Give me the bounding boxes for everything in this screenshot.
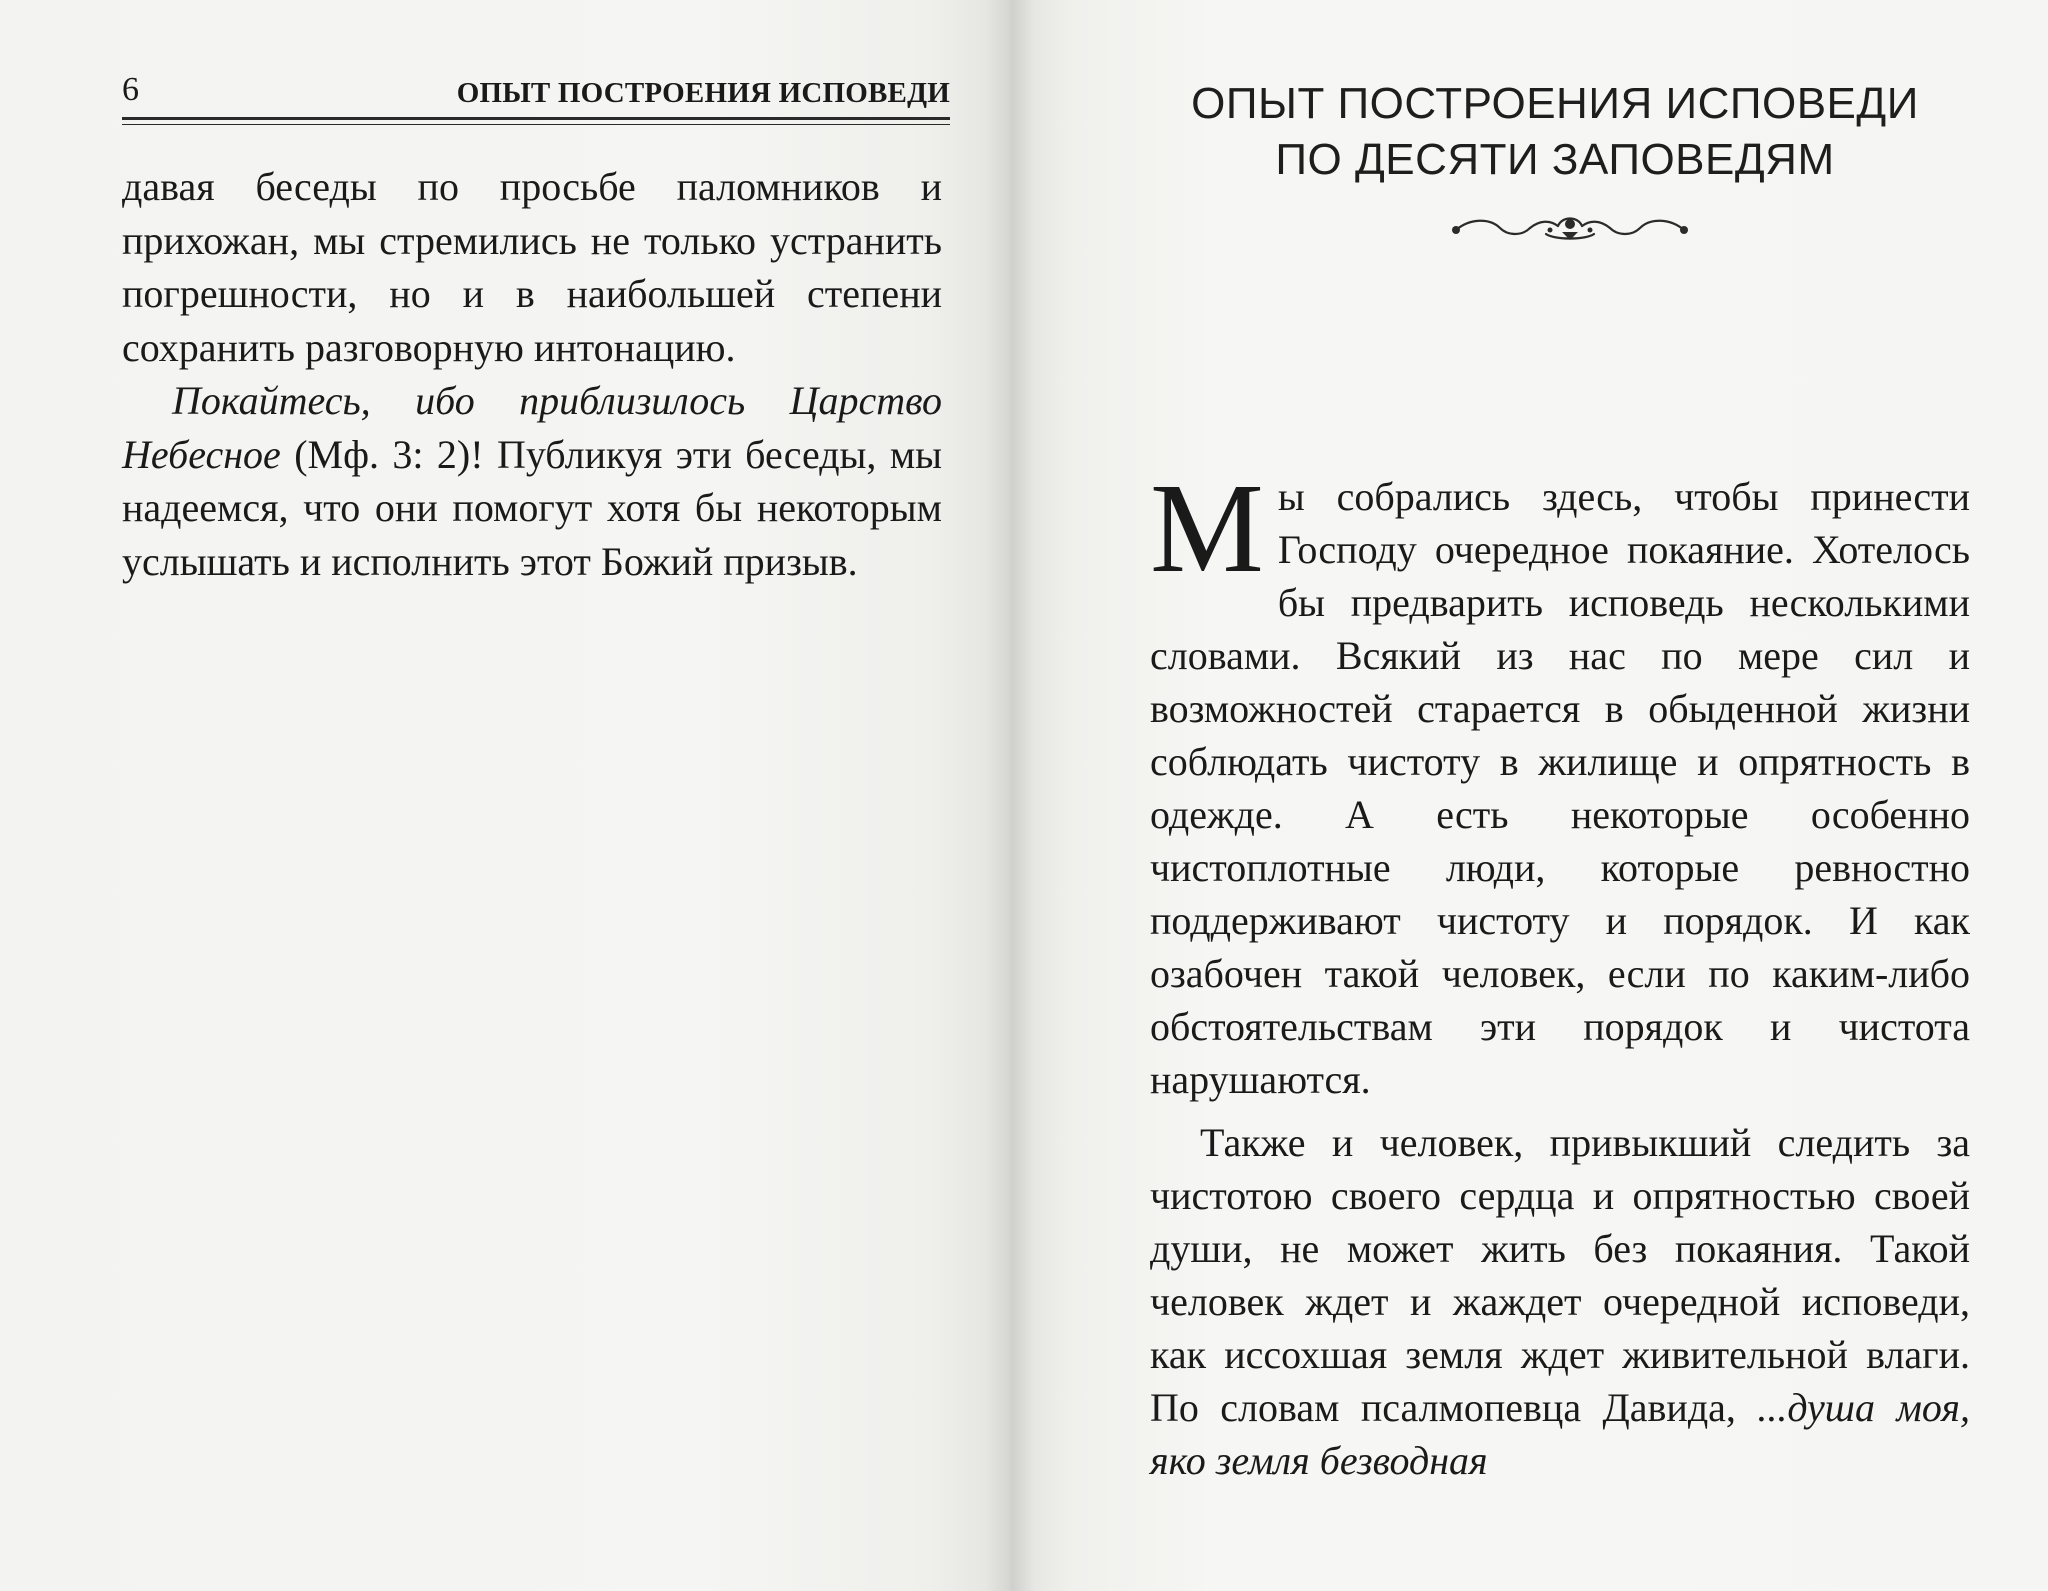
chapter-title [1145,76,1965,188]
left-paragraph-1-text: давая беседы по просьбе паломников и прихожан, мы стремились не только устранить погрешности, но и в наибольшей степени сохранить разговорную интонацию. [122,164,942,370]
chapter-title-line-1: ОПЫТ ПОСТРОЕНИЯ ИСПОВЕДИ [1191,79,1919,128]
left-paragraph-1 [122,160,942,374]
running-head-title: ОПЫТ ПОСТРОЕНИЯ ИСПОВЕДИ [456,77,950,109]
right-paragraph-2 [1150,1116,1970,1487]
running-head [122,66,950,116]
left-page-body [122,160,942,588]
header-rule-thin [122,124,950,125]
right-page-body [1150,457,1971,1487]
ornament-icon [1450,210,1690,246]
page-number: 6 [122,71,139,108]
psalm-quote: ...душа моя, яко земля безводная [1150,1385,1971,1483]
chapter-title-line-2: ПО ДЕСЯТИ ЗАПОВЕДЯМ [1275,135,1835,184]
scripture-quote: Покайтесь, ибо приблизилось Царство Небесное [122,378,942,477]
right-paragraph-2-text: Также и человек, привыкший следить за чистотою своего сердца и опрятностью своей души, не может жить без покаяния. Такой человек ждет и жаждет очередной исповеди, как иссохшая земля ждет живительной влаги. По словам псалмопевца Давида, [1150,1120,1970,1430]
left-paragraph-2 [122,374,942,588]
drop-cap: М [1150,457,1264,599]
header-rule-thick [122,117,950,120]
right-paragraph-1-text: ы собрались здесь, чтобы принести Господу очередное покаяние. Хотелось бы предварить исповедь несколькими словами. Всякий из нас по мере сил и возможностей старается в обыденной жизни соблюдать чистоту в жилище и опрятность в одежде. А есть некоторые особенно чистоплотные люди, которые ревностно поддерживают чистоту и порядок. И как озабочен такой человек, если по каким-либо обстоятельствам эти порядок и чистота нарушаются. [1150,474,1970,1102]
right-paragraph-1 [1150,457,1970,1106]
left-paragraph-2-text: (Мф. 3: 2)! Публикуя эти беседы, мы надеемся, что они помогут хотя бы некоторым услышать и исполнить этот Божий призыв. [122,431,942,584]
